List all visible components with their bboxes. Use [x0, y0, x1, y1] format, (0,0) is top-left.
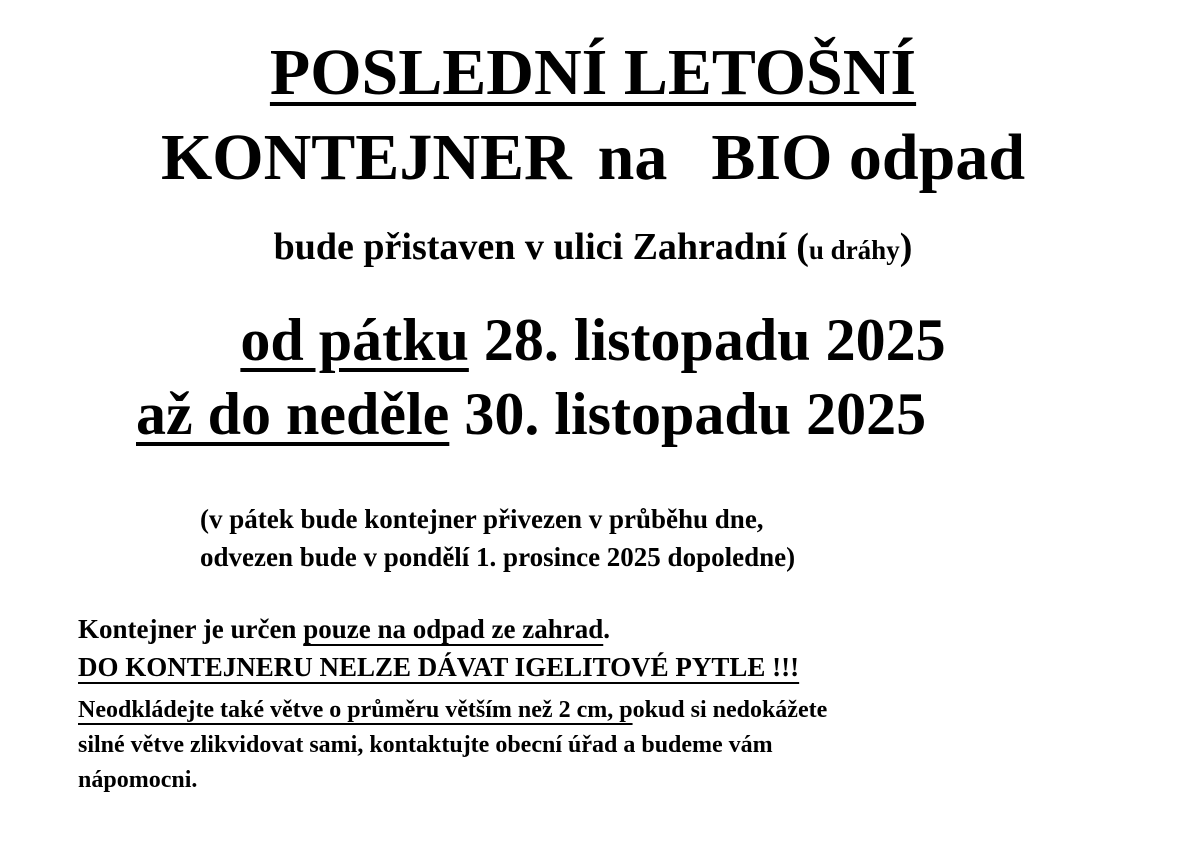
- title-bio-odpad: BIO odpad: [711, 121, 1026, 194]
- location-line: [0, 228, 1186, 266]
- info-line-1-suffix: .: [603, 614, 610, 644]
- note-line-1: (v pátek bude kontejner přivezen v průběhu dne,: [200, 504, 764, 534]
- location-paren-open: (: [796, 226, 809, 268]
- title-na: na: [597, 121, 668, 194]
- info-line-3-underlined: Neodkládejte také větve o průměru větším než 2 cm, p: [78, 697, 633, 723]
- info-line-3: [78, 698, 827, 722]
- date-to-line: [136, 381, 927, 447]
- date-from-line: [0, 307, 1186, 373]
- info-line-3-rest: okud si nedokážete: [632, 697, 828, 723]
- date-to-value: 30. listopadu 2025: [449, 381, 927, 447]
- location-detail: u dráhy: [808, 235, 900, 265]
- info-line-1: [78, 616, 610, 643]
- info-line-1-prefix: Kontejner je určen: [78, 614, 304, 644]
- title-kontejner: KONTEJNER: [160, 121, 572, 194]
- location-text: bude přistaven v ulici Zahradní: [273, 226, 797, 268]
- location-paren-close: ): [899, 226, 913, 268]
- date-from-label: od pátku: [240, 307, 469, 373]
- date-from-value: 28. listopadu 2025: [468, 307, 946, 373]
- info-line-4: silné větve zlikvidovat sami, kontaktujte obecní úřad a budeme vám: [78, 732, 773, 758]
- info-line-2-warning: DO KONTEJNERU NELZE DÁVAT IGELITOVÉ PYTLE !!!: [78, 652, 800, 682]
- date-to-label: až do neděle: [136, 381, 450, 447]
- note-line-2: odvezen bude v pondělí 1. prosince 2025 dopoledne): [200, 542, 796, 572]
- title-line-1: POSLEDNÍ LETOŠNÍ: [269, 36, 917, 109]
- info-line-1-underlined: pouze na odpad ze zahrad: [303, 614, 604, 644]
- title-line-2: [0, 121, 1186, 194]
- info-line-5: nápomocni.: [78, 767, 198, 793]
